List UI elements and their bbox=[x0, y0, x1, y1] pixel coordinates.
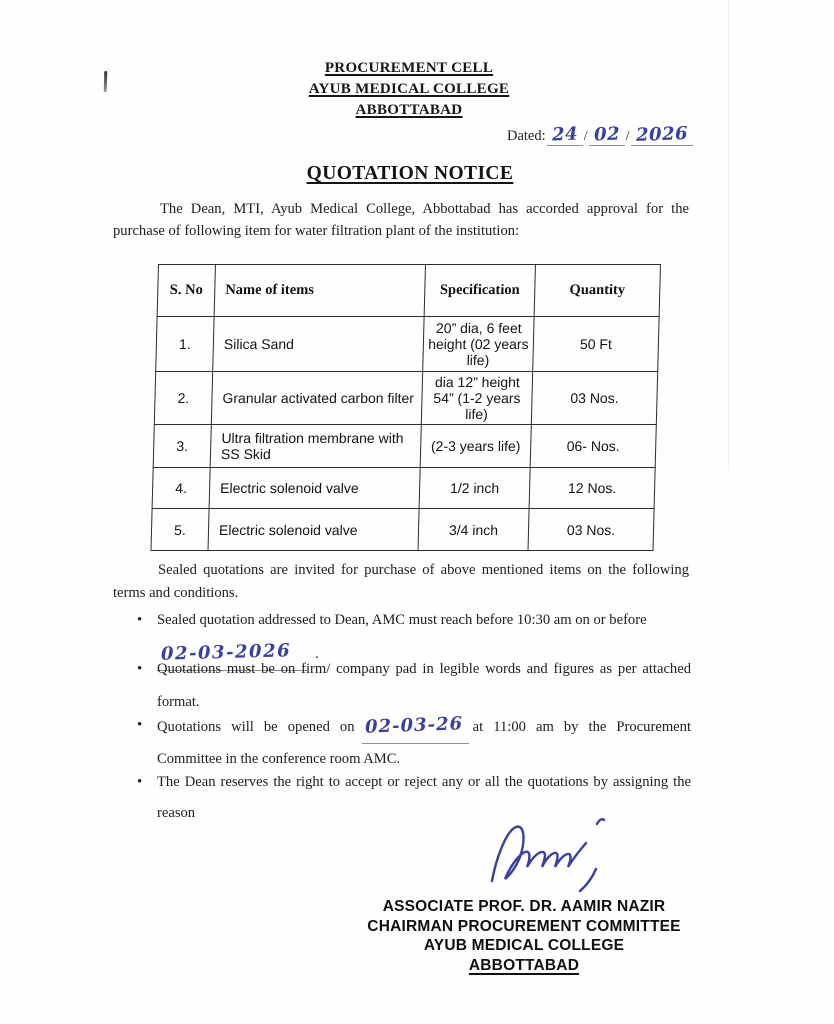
handwritten-year: 2026 bbox=[635, 123, 689, 146]
dated-label: Dated: bbox=[507, 128, 546, 144]
org-name-line2: AYUB MEDICAL COLLEGE bbox=[308, 81, 510, 97]
dated-year-field bbox=[631, 124, 693, 146]
cell-specification: dia 12” height 54” (1-2 years life) bbox=[421, 372, 532, 425]
cell-sno: 5. bbox=[151, 509, 209, 551]
cell-specification: 20” dia, 6 feet height (02 years life) bbox=[423, 317, 534, 372]
cell-quantity: 03 Nos. bbox=[531, 372, 657, 425]
date-separator: / bbox=[625, 129, 630, 144]
cell-quantity: 03 Nos. bbox=[528, 509, 654, 551]
terms-intro-paragraph: Sealed quotations are invited for purchase of above mentioned items on the following terms and conditions. bbox=[113, 562, 689, 601]
bullet-item-opening bbox=[135, 710, 691, 775]
cell-quantity: 12 Nos. bbox=[529, 468, 655, 509]
col-header-sno: S. No bbox=[157, 265, 215, 317]
signatory-name: ASSOCIATE PROF. DR. AAMIR NAZIR bbox=[382, 898, 666, 915]
table-row bbox=[156, 317, 659, 372]
bullet-text: Sealed quotation addressed to Dean, AMC must reach before 10:30 am on or before bbox=[157, 612, 647, 628]
table-row bbox=[154, 372, 657, 425]
col-header-name: Name of items bbox=[214, 265, 425, 317]
quotation-items-table bbox=[150, 264, 661, 551]
cell-specification: 1/2 inch bbox=[419, 468, 530, 509]
handwritten-date: 02-03-26 bbox=[364, 713, 463, 738]
col-header-quantity: Quantity bbox=[534, 265, 660, 317]
table-row bbox=[151, 509, 654, 551]
cell-quantity: 50 Ft bbox=[533, 317, 659, 372]
table-header-row bbox=[157, 265, 660, 317]
bullet-text: Quotations will be opened on bbox=[157, 719, 355, 735]
cell-item-name: Silica Sand bbox=[213, 317, 424, 372]
bullet-text: . bbox=[315, 646, 319, 662]
signatory-org: AYUB MEDICAL COLLEGE bbox=[423, 937, 625, 954]
col-header-specification: Specification bbox=[424, 265, 535, 317]
handwritten-day: 24 bbox=[551, 123, 579, 146]
dated-day-field bbox=[547, 124, 583, 146]
cell-item-name: Electric solenoid valve bbox=[209, 468, 420, 509]
cell-quantity: 06- Nos. bbox=[530, 425, 656, 468]
bullet-text: Quotations must be on firm/ company pad in legible words and figures as per attached format. bbox=[157, 661, 691, 710]
bullet-text: The Dean reserves the right to accept or reject any or all the quotations by assigning the reason bbox=[157, 774, 691, 821]
date-separator: / bbox=[583, 129, 588, 144]
table-row bbox=[153, 425, 656, 468]
cell-sno: 4. bbox=[152, 468, 210, 509]
signatory-block bbox=[215, 897, 833, 975]
cell-sno: 1. bbox=[156, 317, 214, 372]
bullet-text: at 11:00 am by the Procurement Committee in the conference room AMC. bbox=[157, 719, 691, 767]
org-name-line3: ABBOTTABAD bbox=[355, 102, 463, 118]
intro-paragraph: The Dean, MTI, Ayub Medical College, Abbottabad has accorded approval for the purchase of following item for water filtration plant of the institution: bbox=[113, 201, 689, 239]
dated-month-field bbox=[589, 124, 625, 146]
cell-sno: 2. bbox=[154, 372, 212, 425]
org-name-line1: PROCUREMENT CELL bbox=[324, 60, 494, 76]
dated-line bbox=[507, 124, 694, 146]
cell-specification: (2-3 years life) bbox=[420, 425, 531, 468]
handwritten-date: 02-03-2026 bbox=[160, 640, 292, 665]
signatory-city: ABBOTTABAD bbox=[468, 956, 580, 974]
cell-item-name: Granular activated carbon filter bbox=[211, 372, 422, 425]
handwritten-date-field bbox=[362, 710, 469, 744]
cell-specification: 3/4 inch bbox=[418, 509, 529, 551]
signature-ink bbox=[482, 814, 622, 904]
page-title: QUOTATION NOTICE bbox=[306, 163, 514, 184]
handwritten-month: 02 bbox=[593, 123, 621, 146]
letterhead bbox=[0, 58, 818, 121]
cell-item-name: Ultra filtration membrane with SS Skid bbox=[210, 425, 421, 468]
cell-item-name: Electric solenoid valve bbox=[208, 509, 419, 551]
table-row bbox=[152, 468, 655, 509]
cell-sno: 3. bbox=[153, 425, 211, 468]
signatory-title: CHAIRMAN PROCUREMENT COMMITTEE bbox=[367, 917, 681, 935]
